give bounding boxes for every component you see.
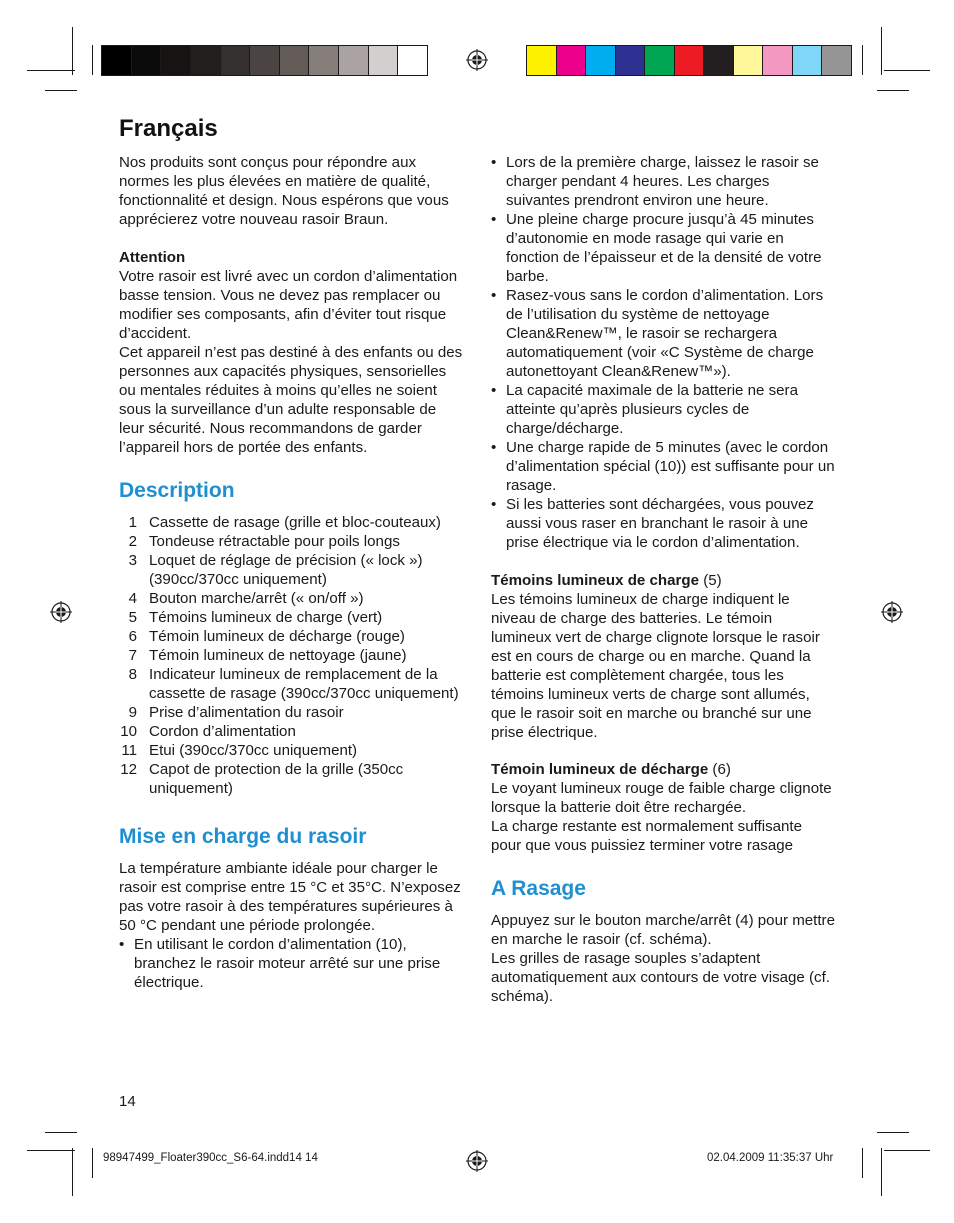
discharge-paragraph: Le voyant lumineux rouge de faible charge clignote lorsque la batterie doit être rechargée. [491, 780, 832, 816]
page-number: 14 [119, 1093, 136, 1110]
crop-mark [884, 1150, 930, 1151]
page-title: Français [119, 115, 218, 142]
color-swatch [250, 46, 280, 75]
crop-mark [27, 70, 75, 71]
part-number: 9 [128, 704, 137, 721]
part-label: Tondeuse rétractable pour poils longs [149, 533, 400, 550]
color-swatch [339, 46, 369, 75]
crop-mark [45, 90, 77, 91]
list-item: • Si les batteries sont déchargées, vous pouvez aussi vous raser en branchant le rasoir à une prise électrique via le cordon d’alimentation. [491, 495, 836, 552]
color-swatch [191, 46, 221, 75]
crop-mark [72, 27, 73, 75]
grayscale-color-bar [101, 45, 428, 76]
color-swatch [557, 46, 587, 75]
parts-list-item [119, 741, 464, 760]
footer-timestamp: 02.04.2009 11:35:37 Uhr [707, 1152, 834, 1164]
part-number: 4 [128, 590, 137, 607]
color-swatch [309, 46, 339, 75]
list-item: • Rasez-vous sans le cordon d’alimentation. Lors de l’utilisation du système de nettoyage Clean&Renew™, le rasoir se rechargera automatiquement (voir «C Système de charge autonettoyant Clean&Renew™»). [491, 286, 836, 381]
parts-list-item [119, 513, 464, 532]
part-number: 10 [120, 723, 137, 740]
crop-mark [862, 45, 863, 75]
part-number: 1 [128, 514, 137, 531]
parts-list-item [119, 627, 464, 646]
registration-mark-icon [466, 1150, 488, 1172]
list-item: • La capacité maximale de la batterie ne sera atteinte qu’après plusieurs cycles de charge/décharge. [491, 381, 836, 438]
color-swatch [369, 46, 399, 75]
charge-lights-paragraph: Les témoins lumineux de charge indiquent le niveau de charge des batteries. Le témoin lumineux vert de charge clignote lorsque le rasoir est en cours de charge ou en marche. Quand la batterie est complètement chargée, tous les témoins lumineux verts de charge sont allumés, que le rasoir soit en marche ou branché sur une prise électrique. [491, 591, 820, 741]
color-swatch [527, 46, 557, 75]
crop-mark [877, 1132, 909, 1133]
process-color-bar [526, 45, 852, 76]
color-swatch [822, 46, 851, 75]
color-swatch [586, 46, 616, 75]
registration-mark-icon [50, 601, 72, 623]
color-swatch [675, 46, 705, 75]
parts-list [119, 513, 464, 798]
shaving-paragraph: Appuyez sur le bouton marche/arrêt (4) pour mettre en marche le rasoir (cf. schéma). [491, 912, 835, 948]
intro-paragraph: Nos produits sont conçus pour répondre aux normes les plus élevées en matière de qualité, fonctionnalité et design. Nous espérons que vous apprécierez votre nouveau rasoir Braun. [119, 154, 449, 228]
color-swatch [616, 46, 646, 75]
charge-lights-ref: (5) [699, 572, 722, 589]
list-item: • Une charge rapide de 5 minutes (avec le cordon d’alimentation spécial (10)) est suffisante pour un rasage. [491, 438, 836, 495]
part-label: Indicateur lumineux de remplacement de la cassette de rasage (390cc/370cc uniquement) [149, 666, 459, 702]
registration-mark-icon [466, 49, 488, 71]
crop-mark [27, 1150, 75, 1151]
left-column [119, 153, 464, 992]
part-label: Bouton marche/arrêt (« on/off ») [149, 590, 364, 607]
color-swatch [793, 46, 823, 75]
description-heading: Description [119, 479, 235, 502]
charging-bullets [119, 935, 464, 992]
crop-mark [862, 1148, 863, 1178]
crop-mark [45, 1132, 77, 1133]
color-swatch [132, 46, 162, 75]
parts-list-item [119, 665, 464, 703]
attention-heading: Attention [119, 249, 186, 266]
list-item: • En utilisant le cordon d’alimentation (10), branchez le rasoir moteur arrêté sur une prise électrique. [119, 935, 464, 992]
part-number: 7 [128, 647, 137, 664]
part-number: 2 [128, 533, 137, 550]
crop-mark [92, 45, 93, 75]
parts-list-item [119, 760, 464, 798]
color-swatch [645, 46, 675, 75]
parts-list-item [119, 551, 464, 589]
parts-list-item [119, 722, 464, 741]
color-swatch [734, 46, 764, 75]
discharge-ref: (6) [708, 761, 731, 778]
attention-paragraph: Cet appareil n’est pas destiné à des enfants ou des personnes aux capacités physiques, sensorielles ou mentales réduites à moins qu’elles ne soient sous la surveillance d’un adulte responsable de leur sécurité. Nous recommandons de garder l’appareil hors de portée des enfants. [119, 344, 463, 456]
part-number: 3 [128, 552, 137, 569]
footer-file: 98947499_Floater390cc_S6-64.indd14 14 [103, 1152, 318, 1164]
crop-mark [881, 1148, 882, 1196]
color-swatch [398, 46, 427, 75]
discharge-paragraph: La charge restante est normalement suffisante pour que vous puissiez terminer votre rasage [491, 818, 802, 854]
color-swatch [763, 46, 793, 75]
part-number: 6 [128, 628, 137, 645]
right-column [491, 153, 836, 1006]
part-label: Capot de protection de la grille (350cc uniquement) [149, 761, 404, 797]
attention-paragraph: Votre rasoir est livré avec un cordon d’alimentation basse tension. Vous ne devez pas remplacer ou modifier ses composants, afin d’éviter tout risque d’accident. [119, 268, 458, 342]
color-swatch [704, 46, 734, 75]
discharge-heading: Témoin lumineux de décharge [491, 761, 709, 778]
part-label: Témoins lumineux de charge (vert) [149, 609, 383, 626]
list-item: • Lors de la première charge, laissez le rasoir se charger pendant 4 heures. Les charges suivantes prendront environ une heure. [491, 153, 836, 210]
part-label: Etui (390cc/370cc uniquement) [149, 742, 358, 759]
part-label: Cassette de rasage (grille et bloc-couteaux) [149, 514, 441, 531]
crop-mark [92, 1148, 93, 1178]
parts-list-item [119, 589, 464, 608]
discharge-heading-line [491, 760, 836, 779]
crop-mark [881, 27, 882, 75]
part-number: 5 [128, 609, 137, 626]
parts-list-item [119, 608, 464, 627]
parts-list-item [119, 646, 464, 665]
shaving-heading: A Rasage [491, 877, 586, 900]
charging-paragraph: La température ambiante idéale pour charger le rasoir est comprise entre 15 °C et 35°C. N’exposez pas votre rasoir à des températures supérieures à 50 °C pendant une période prolongée. [119, 860, 461, 934]
part-label: Cordon d’alimentation [149, 723, 296, 740]
part-label: Témoin lumineux de décharge (rouge) [149, 628, 405, 645]
color-swatch [102, 46, 132, 75]
charging-tips-list [491, 153, 836, 552]
crop-mark [72, 1148, 73, 1196]
charging-heading: Mise en charge du rasoir [119, 825, 367, 848]
color-swatch [221, 46, 251, 75]
part-label: Prise d’alimentation du rasoir [149, 704, 344, 721]
part-label: Loquet de réglage de précision (« lock ») (390cc/370cc uniquement) [149, 552, 423, 588]
parts-list-item [119, 703, 464, 722]
registration-mark-icon [881, 601, 903, 623]
parts-list-item [119, 532, 464, 551]
color-swatch [280, 46, 310, 75]
charge-lights-heading-line [491, 571, 836, 590]
part-number: 12 [120, 761, 137, 778]
list-item: • Une pleine charge procure jusqu’à 45 minutes d’autonomie en mode rasage qui varie en fonction de l’épaisseur et de la densité de votre barbe. [491, 210, 836, 286]
part-label: Témoin lumineux de nettoyage (jaune) [149, 647, 407, 664]
charge-lights-heading: Témoins lumineux de charge [491, 572, 700, 589]
crop-mark [884, 70, 930, 71]
crop-mark [877, 90, 909, 91]
color-swatch [161, 46, 191, 75]
part-number: 11 [121, 742, 137, 759]
part-number: 8 [128, 666, 137, 683]
shaving-paragraph: Les grilles de rasage souples s’adaptent automatiquement aux contours de votre visage (cf. schéma). [491, 950, 830, 1005]
